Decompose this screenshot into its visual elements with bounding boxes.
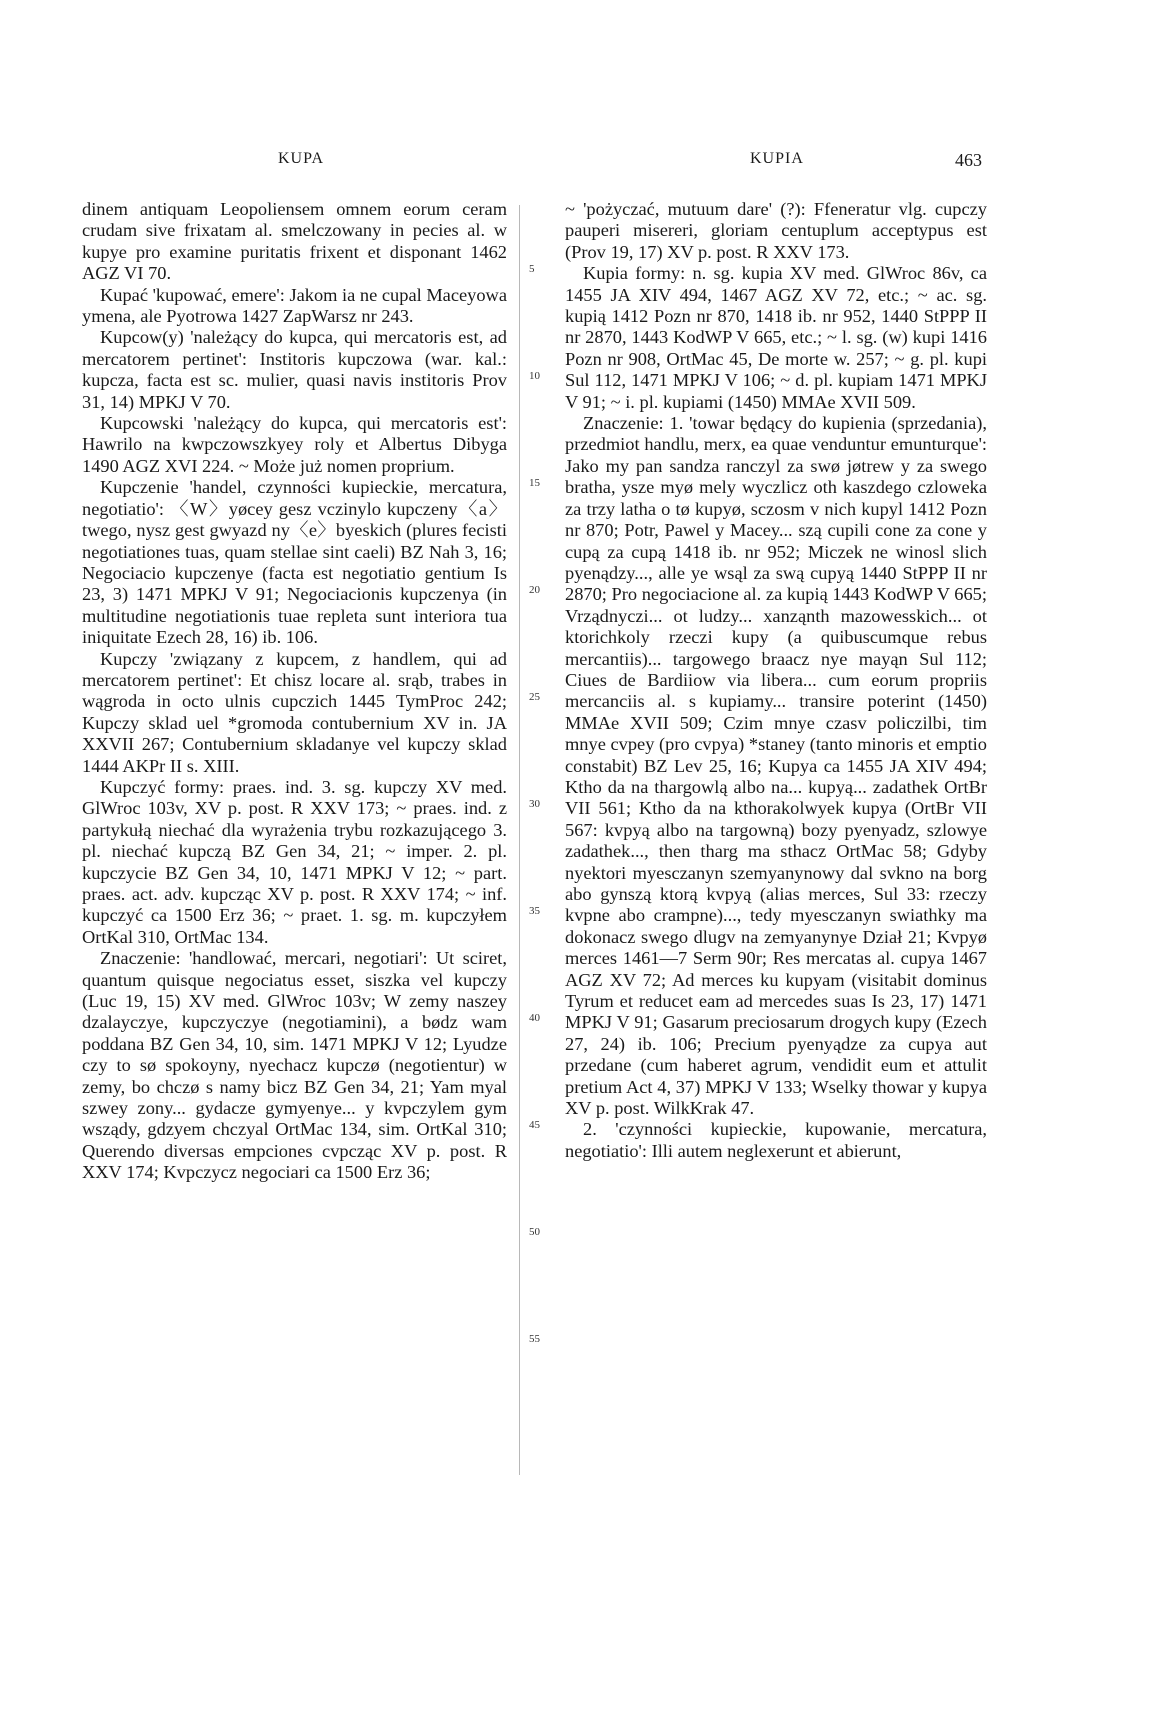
running-head-left: KUPA (278, 150, 325, 167)
entry-continuation: dinem antiquam Leopoliensem omnem eorum ceram crudam sive frixatam al. smelczowany in pecies al. w kupye pro examine puritatis frixent et disponant 1462 AGZ VI 70. (82, 199, 507, 284)
line-number: 10 (529, 370, 540, 382)
entry-kupac: Kupać 'kupować, emere': Jakom ia ne cupal Maceyowa ymena, ale Pyotrowa 1427 ZapWarsz nr 243. (82, 284, 507, 327)
entry-kupczyc-znaczenie: Znaczenie: 'handlować, mercari, negotiari': Ut sciret, quantum quisque negociatus esset, siszka vel kupczy (Luc 19, 15) XV med. GlWroc 103v; W zemy naszey dzalayczye, kupczyczye (negotiamini), a bødz wam poddana BZ Gen 34, 10, sim. 1471 MPKJ V 12; Lyudze czy to sø spokoyny, nyechacz kupczø (negotientur) w zemy, bo chczø s namy bicz BZ Gen 34, 21; Yam myal szwey zony... gydacze gymyenye... y kvpczylem gym wsządy, gdzyem chczyal OrtMac 134, sim. OrtKal 310; Querendo diversas empciones cvpcząc XV p. post. R XXV 174; Kvpczycz negociari ca 1500 Erz 36; (82, 948, 507, 1183)
line-number: 50 (529, 1226, 540, 1238)
line-number: 5 (529, 263, 535, 275)
entry-kupia-znaczenie-2: 2. 'czynności kupieckie, kupowanie, mercatura, negotiatio': Illi autem neglexerunt et abierunt, (565, 1119, 987, 1161)
entry-kupczyc-formy: Kupczyć formy: praes. ind. 3. sg. kupczy XV med. GlWroc 103v, XV p. post. R XXV 173; ~ praes. ind. z partykułą niechać dla wyrażenia trybu rozkazującego 3. pl. niechać kupczą BZ Gen 34, 21; ~ imper. 2. pl. kupczycie BZ Gen 34, 10, 1471 MPKJ V 12; ~ part. praes. act. adv. kupcząc XV p. post. R XXV 174; ~ inf. kupczyć ca 1500 Erz 36; ~ praet. 1. sg. m. kupczyłem OrtKal 310, OrtMac 134. (82, 776, 507, 947)
entry-kupia-formy: Kupia formy: n. sg. kupia XV med. GlWroc 86v, ca 1455 JA XIV 494, 1467 AGZ XV 72, etc.; ~ ac. sg. kupią 1412 Pozn nr 870, 1418 ib. nr 952, 1440 StPPP II nr 2870, 1443 KodWP V 665, etc.; ~ l. sg. (w) kupi 1416 Pozn nr 908, OrtMac 45, De morte w. 257; ~ g. pl. kupi Sul 112, 1471 MPKJ V 106; ~ d. pl. kupiam 1471 MPKJ V 91; ~ i. pl. kupiami (1450) MMAe XVII 509. (565, 263, 987, 412)
column-divider (519, 205, 520, 1475)
entry-kupia-znaczenie-1: Znaczenie: 1. 'towar będący do kupienia (sprzedania), przedmiot handlu, merx, ea quae venduntur emunturque': Jako my pan sandza ranczyl za swø jøtrew y za swego bratha, ysze myø mely wyczlicz oth kaszdego czloweka za trzy latha o tø kupyø, sczosm v nich kupyl 1412 Pozn nr 870; Potr, Pawel y Macey... szą cupili cone za cone y cupą za cupą 1418 ib. nr 952; Miczek ne winosl slich pyenądzy..., alle ye wsąl za swą cupyą 1440 StPPP II nr 2870; Pro negociacione al. za kupią 1443 KodWP V 665; Vrządnyczi... ot ludzy... xanząnth mazowesskich... ot ktorichkoly rzeczi kupy (a quibuscumque rebus mercantiis)... targowego braacz nye mayąn Sul 112; Ciues de Bardiiow via libera... cum eorum propriis mercanciis al. s kupiamy... transire poterint (1450) MMAe XVII 509; Czim mnye czasv policzilbi, tim mnye cvpey (pro cvpya) *staney (tanto minoris et emptio constabit) BZ Lev 25, 16; Kupya ca 1455 JA XIV 494; Ktho da na thargowlą albo na... kupyą... zadathek OrtBr VII 561; Ktho da na kthorakolwyek kupya (OrtBr VII 567: kvpyą albo na targowną) bozy pyenyadz, szlowye zadathek..., then tharg ma sthacz OrtMac 58; Gdyby nyektori myesczanyn szemyanynowy dal svkno na borg abo gynszą ktorą kvpyą (alias merces, Sul 33: rzeczy kvpne abo crampne)..., tedy myesczanyn swiathky ma dokonacz swego dlugv na zemyanynye Dział 21; Kvpyø merces 1461—7 Serm 90r; Res mercatas al. cupya 1467 AGZ XV 72; Ad merces ku kupyam (visitabit dominus Tyrum et reducet eam ad mercedes suas Is 23, 17) 1471 MPKJ V 91; Gasarum preciosarum drogych kupy (Ezech 27, 24) ib. 106; Precium pyenyądze za cupya aut przedane (cum haberet agrum, vendidit eum et attulit pretium Act 4, 37) MPKJ V 133; Wselky thowar y kupya XV p. post. WilkKrak 47. (565, 413, 987, 1119)
entry-kupcowski: Kupcowski 'należący do kupca, qui mercatoris est': Hawrilo na kwpczowszkyey roly et Albertus Dibyga 1490 AGZ XVI 224. ~ Może już nomen proprium. (82, 413, 507, 476)
entry-kupczy: Kupczy 'związany z kupcem, z handlem, qui ad mercatorem pertinet': Et chisz locare al. srąb, trabes in wągroda in octo ulnis cupczich 1445 TymProc 242; Kupczy sklad uel *gromoda contubernium XV in. JA XXVII 267; Contubernium skladanye vel kupczy sklad 1444 AKPr II s. XIII. (82, 648, 507, 776)
line-number: 35 (529, 905, 540, 917)
page-number: 463 (955, 150, 982, 170)
right-column (565, 199, 987, 1162)
entry-kupczenie: Kupczenie 'handel, czynności kupieckie, mercatura, negotiatio': 〈W〉yøcey gesz vczinylo kupczeny〈a〉 twego, nysz gest gwyazd ny〈e〉byeskich (plures fecisti negotiationes tuas, quam stellae sint caeli) BZ Nah 3, 16; Negociacio kupczenye (facta est negotiatio gentium Is 23, 3) 1471 MPKJ V 91; Negociacionis kupczenya (in multitudine negotiationis tuae repleta sunt interiora tua iniquitate Ezech 28, 16) ib. 106. (82, 477, 507, 648)
line-number: 30 (529, 798, 540, 810)
entry-kupcowy: Kupcow(y) 'należący do kupca, qui mercatoris est, ad mercatorem pertinet': Institoris kupczowa (war. kal.: kupcza, facta est sc. mulier, quasi navis institoris Prov 31, 14) MPKJ V 70. (82, 327, 507, 412)
running-head-right: KUPIA (750, 150, 804, 167)
line-number: 15 (529, 477, 540, 489)
entry-kupczyc-continuation: ~ 'pożyczać, mutuum dare' (?): Ffeneratur vlg. cupczy pauperi misereri, gloriam centuplum acceptурus est (Prov 19, 17) XV p. post. R XXV 173. (565, 199, 987, 262)
line-number: 20 (529, 584, 540, 596)
line-number: 55 (529, 1333, 540, 1345)
line-number: 45 (529, 1119, 540, 1131)
line-number: 40 (529, 1012, 540, 1024)
line-number: 25 (529, 691, 540, 703)
left-column (82, 199, 507, 1184)
